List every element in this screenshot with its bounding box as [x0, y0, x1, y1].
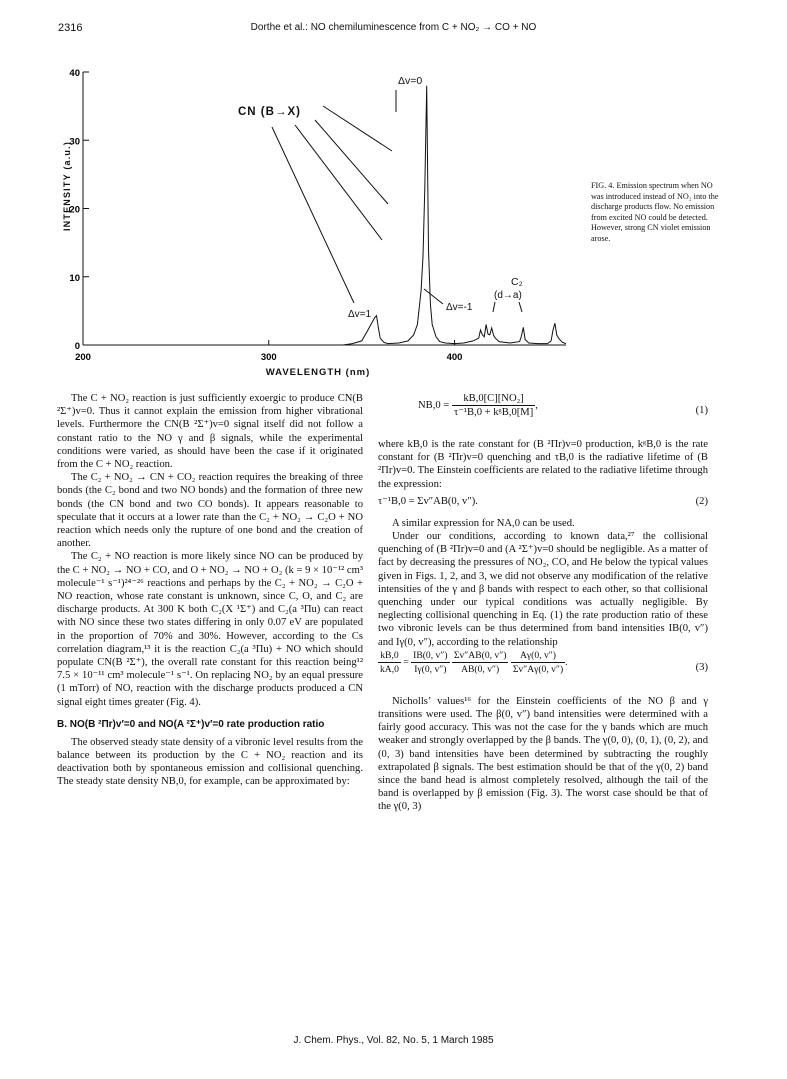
x-tick-label: 200: [75, 352, 91, 363]
pointer-c2-left: [493, 302, 495, 312]
eq1-fraction: [452, 392, 535, 419]
x-tick-label: 400: [446, 352, 463, 363]
annotation-c2-system: (d→a): [494, 290, 522, 301]
page-number: 2316: [58, 22, 83, 34]
y-tick-label: 20: [69, 204, 80, 216]
eq3-f3: [511, 649, 568, 676]
eq1-tail: ,: [535, 400, 538, 412]
paragraph-3: The C₂ + NO reaction is more likely since NO can be produced by the C + NO₂ → NO + CO, and O + NO₂ → NO + O₂ (k = 9 × 10⁻¹² cm³ molecule⁻¹ s⁻¹)²⁴⁻²⁶ reactions and perhaps by the C₂ + NO₂ → C₂O + NO reaction, whose rate constant is unknown, since C, O, and C₂ are discharge products. At 300 K both C₂(X ¹Σ⁺) and C₂(a ³Πu) can react with NO since these two states differing in only 0.07 eV are populated in the proportion of 70% and 30%. However, according to the Cs correlation diagram,¹³ it is the reaction C₂(a ³Πu) + NO which should populate CN(B ²Σ⁺), the overall rate constant for this reaction being¹² 7.5 × 10⁻¹¹ cm³ molecule⁻¹ s⁻¹. On replacing NO₂ by an equal pressure (1 mTorr) of NO, reaction with the discharge products produced a CN signal eight times greater (Fig. 4).: [57, 551, 363, 708]
equation-2: [378, 495, 708, 511]
eq3-f2-den: AB(0, v″): [461, 664, 500, 676]
eq1-lhs: NB,0 =: [418, 400, 450, 412]
equation-1: [378, 392, 708, 432]
annotation-dvm1: Δv=-1: [446, 302, 473, 313]
annotation-dv1: Δv=1: [348, 309, 372, 320]
eq3-number: (3): [695, 661, 708, 673]
paragraph-4: The observed steady state density of a vibronic level results from the balance between its production by the C + NO₂ reaction and its deactivation both by spontaneous emission and collisional quenching. The steady state density NB,0, for example, can be approximated by:: [57, 736, 363, 788]
pointer-c2-right: [519, 302, 522, 312]
right-column: [378, 392, 708, 814]
figure-caption: FIG. 4. Emission spectrum when NO was introduced instead of NO₂ into the discharge products flow. No emission from excited NO could be detected. However, strong CN violet emission arose.: [591, 181, 719, 243]
pointer-dvm1: [424, 289, 443, 304]
section-heading: B. NO(B ²Πr)v′=0 and NO(A ²Σ⁺)v′=0 rate production ratio: [57, 718, 325, 730]
annotations: [238, 75, 523, 320]
eq3-f2-num: Σv″AB(0, v″): [452, 649, 508, 663]
equation-3: $\frac{kB,0}{kA,0}$ = $\frac{IB(0, v'')}{I\gamma(0, v'')}$ $\frac{\Sigma v''AB(0, v'')}{AB(0, v'')}$ $\frac{A\gamma(0, v'')}{\Sigma v''A\gamma(0, v'')}$ . (3): [380, 649, 708, 676]
y-ticks: [69, 68, 89, 352]
annotation-c2: C₂: [511, 276, 523, 288]
eq2-number: (2): [695, 495, 708, 507]
x-axis-label: WAVELENGTH (nm): [265, 367, 371, 378]
spectrum-line: [83, 86, 566, 345]
paragraph-1: The C + NO₂ reaction is just sufficiently exoergic to produce CN(B ²Σ⁺)v=0. Thus it cannot explain the emission from higher vibrational levels. Furthermore the CN(B ²Σ⁺)v=0 signal itself did not follow a constant ratio to the NO γ and β signals, while the experimental conditions were varied, as should have been the case if it originated from the C + NO₂ reaction.: [57, 393, 363, 471]
y-axis-label: INTENSITY (a.u.): [62, 140, 72, 232]
eq3-lhs: [378, 649, 401, 676]
annotation-cn: CN (B→X): [238, 106, 301, 118]
journal-footer: J. Chem. Phys., Vol. 82, No. 5, 1 March 1985: [293, 1035, 494, 1046]
x-tick-label: 300: [260, 352, 277, 363]
x-ticks: [75, 340, 462, 363]
eq3-tail: .: [565, 656, 568, 668]
eq2-text: τ⁻¹B,0 = Σv″AB(0, v″).: [378, 495, 478, 507]
plot-axes: [83, 72, 566, 345]
y-tick-label: 30: [69, 136, 80, 148]
annotation-dv0: Δv=0: [398, 75, 423, 87]
eq3-f1-num: IB(0, v″): [411, 649, 449, 663]
eq1-numerator: kB,0[C][NO₂]: [452, 392, 535, 406]
eq3-lhs-den: kA,0: [380, 664, 399, 676]
eq3-f3-num: Aγ(0, v″): [511, 649, 565, 663]
pointer-cn-1: [272, 127, 354, 303]
paragraph-5: where kB,0 is the rate constant for (B ²Πr)v=0 production, kᵍB,0 is the rate constant for (B ²Πr)v=0 quenching and τB,0 is the radiative lifetime of (B ²Πr)v=0. The Einstein coefficients are related to the radiative lifetime through the expression:: [378, 439, 708, 490]
paragraph-2: The C₂ + NO₂ → CN + CO₂ reaction requires the breaking of three bonds (the C₂ bond and two NO bonds) and the formation of three new bonds (the CN bond and two CO bonds). It appears reasonable to speculate that it occurs at a lower rate than the C₂ + NO₂ → C₂O + NO reaction which needs only the rupture of one bond and the creation of another.: [57, 472, 363, 550]
eq1-number: (1): [695, 405, 708, 416]
left-column: [57, 392, 363, 789]
eq3-f1: [411, 649, 449, 676]
y-tick-label: 0: [74, 341, 80, 352]
y-tick-label: 10: [69, 272, 80, 284]
eq3-f1-den: Iγ(0, v″): [414, 664, 447, 676]
y-tick-label: 40: [69, 68, 80, 79]
paragraph-8: Nicholls’ values¹⁶ for the Einstein coefficients of the NO β and γ transitions were used. The β(0, v″) band intensities were determined with a fairly good accuracy. This was not the case for the γ bands which are much weaker and strongly overlapped by the β bands. The γ(0, 0), (0, 1), (0, 2), and (0, 3) band intensities have been determined by subtracting the roughly extrapolated β signals. The best estimation should be that of the γ(0, 2) band since the band head is almost completely resolved, although the tail of the band is overlapped by β emission (Fig. 3). The worst case should be that of the γ(0, 3): [378, 695, 708, 813]
pointer-cn-3: [315, 120, 388, 204]
running-title: Dorthe et al.: NO chemiluminescence from C + NO₂ → CO + NO: [250, 22, 537, 33]
paragraph-6: A similar expression for NA,0 can be used.: [392, 517, 575, 529]
pointer-cn-4: [323, 106, 392, 151]
eq1-denominator: τ⁻¹B,0 + kᵍB,0[M]: [453, 407, 534, 419]
eq3-lhs-num: kB,0: [378, 649, 401, 663]
eq3-f3-den: Σv″Aγ(0, v″): [512, 664, 564, 676]
eq3-f2: [452, 649, 508, 676]
paragraph-7: Under our conditions, according to known data,²⁷ the collisional quenching of (B ²Πr)v=0 and (A ²Σ⁺)v=0 should be negligible. As a matter of fact by decreasing the pressures of NO₂, CO, and He below the typical values given in Figs. 1, 2, and 3, we did not observe any modification of the relative intensities of the γ and β bands with respect to each other, so that collisional quenching under our typical conditions was actually negligible. By neglecting collisional quenching in Eq. (1) the rate production ratio of these two vibronic levels can be thus determined from band intensities IB(0, v″) and Iγ(0, v″), according to the relationship: [378, 531, 708, 648]
